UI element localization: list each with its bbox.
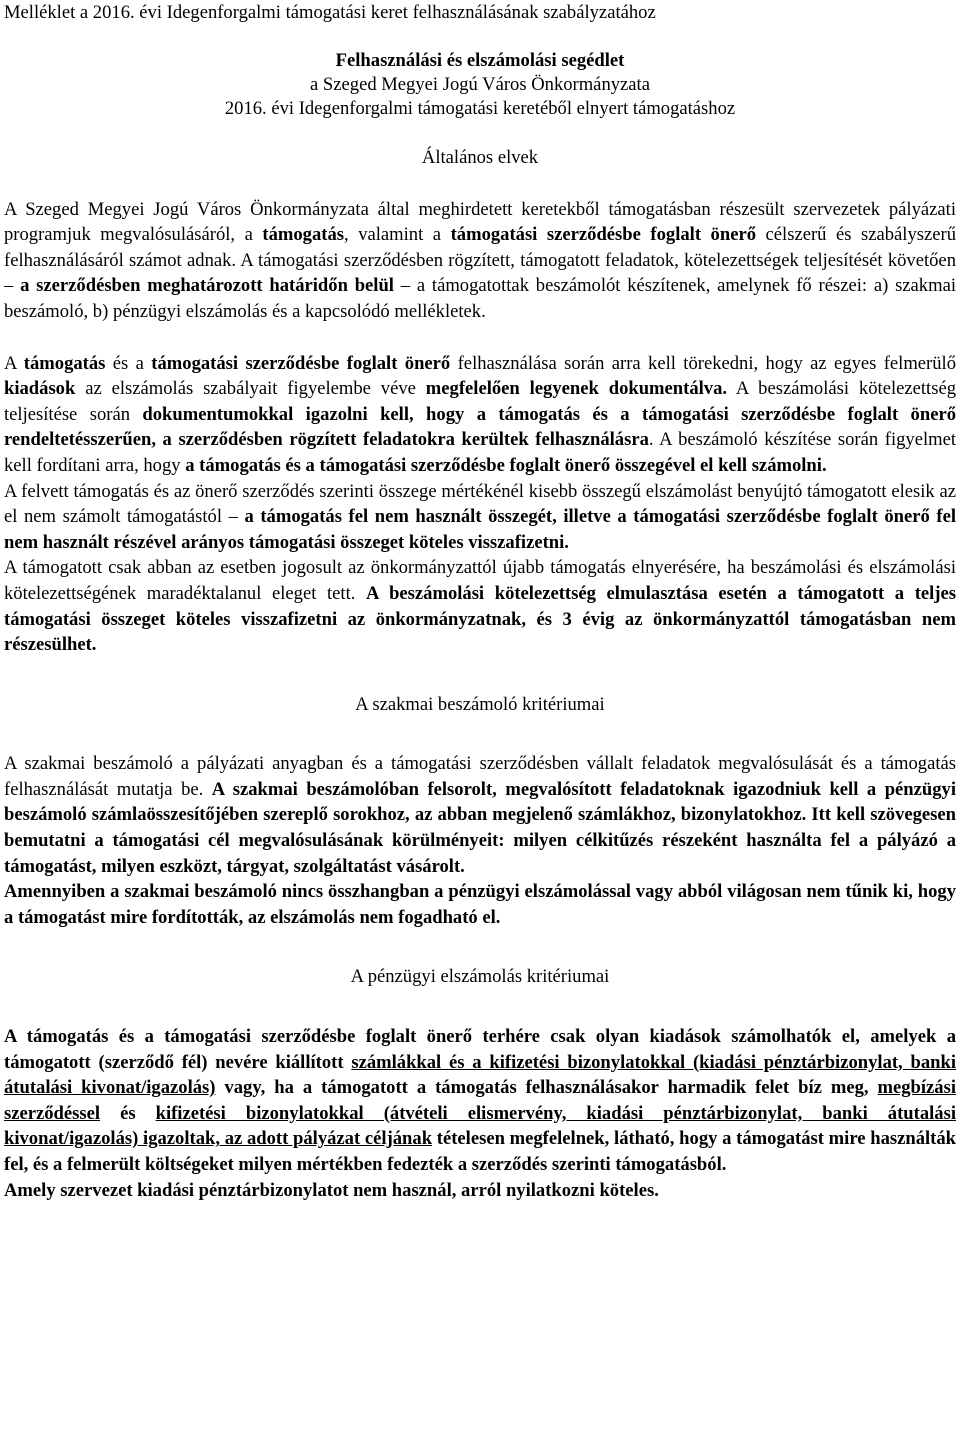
text-run: – a támogatottak beszámolót készítenek, amelynek fő részei: a) szakmai beszámoló, b) pénzügyi elszámolás és a kapcsolódó mellékletek.: [4, 275, 956, 322]
financial-paragraph-2: [4, 1178, 956, 1204]
professional-paragraph-1: [4, 751, 956, 879]
text-run-bold-underlined: kifizetési bizonylatokkal (átvételi elismervény, kiadási pénztárbizonylat, banki átutalási kivonat/igazolás) igazoltak, az adott pályázat céljának: [4, 1102, 956, 1150]
text-run: az elszámolás szabályait figyelembe véve: [75, 378, 426, 400]
text-run: célszerű és szabályszerű felhasználásáról számot adnak. A támogatási szerződésben rögzített, támogatott feladatok, kötelezettségek teljesítését követően –: [4, 224, 956, 297]
text-run-bold: A beszámolási kötelezettség elmulasztása esetén a támogatott a teljes támogatási összeget köteles visszafizetni az önkormányzatnak, és 3 évig az önkormányzattól támogatásban nem részesülhet.: [4, 582, 957, 656]
text-run-bold: A szakmai beszámolóban felsorolt, megvalósított feladatoknak igazodniuk kell a pénzügyi beszámoló számlaösszesítőjében szereplő sorokhoz, az abban megjelenő számlákhoz, bizonylatokhoz. Itt kell szövegesen bemutatni a támogatási cél megvalósulásának körülményeit: milyen célkitűzés részeként használta fel a pályázó a támogatást, milyen eszközt, tárgyat, szolgáltatást vásárolt.: [4, 778, 956, 877]
text-run-bold: támogatási szerződésbe foglalt önerő: [151, 352, 451, 374]
heading-financial-settlement: A pénzügyi elszámolás kritériumai: [350, 966, 610, 988]
text-run-bold: Amennyiben a szakmai beszámoló nincs összhangban a pénzügyi elszámolással vagy abból világosan nem tűnik ki, hogy a támogatást mire fordították, az elszámolás nem fogadható el.: [4, 881, 956, 928]
text-run-bold: A támogatás és a támogatási szerződésbe foglalt önerő terhére csak olyan kiadások számolhatók el, amelyek a támogatott (szerződő fél) nevére kiállított: [4, 1026, 956, 1073]
text-run: A Szeged Megyei Jogú Város Önkormányzata által meghirdetett keretekből támogatásban részesült szervezetek pályázati programjuk megvalósulásáról, a: [4, 198, 956, 246]
text-run-bold-underlined: megbízási szerződéssel: [4, 1077, 956, 1124]
text-run: A felvett támogatás és az önerő szerződés szerinti összege mértékénél kisebb összegű elszámolást benyújtó támogatott elesik az el nem számolt támogatástól –: [4, 480, 956, 528]
text-run-bold: a támogatás fel nem használt összegét, illetve a támogatási szerződésbe foglalt önerő fel nem használt részével arányos támogatási összeget köteles visszafizetni.: [4, 506, 956, 553]
text-run-bold: támogatás: [23, 352, 106, 374]
text-run: felhasználása során arra kell törekedni, hogy az egyes felmerülő: [450, 352, 957, 374]
text-run-bold: vagy, ha a támogatott a támogatás felhasználásakor harmadik felet bíz meg,: [215, 1077, 878, 1099]
text-run-bold: a szerződésben meghatározott határidőn belül: [20, 275, 394, 297]
text-run-bold: a támogatás és a támogatási szerződésbe foglalt önerő összegével el kell számolni.: [185, 454, 827, 476]
text-run: , valamint a: [344, 224, 451, 246]
general-paragraph-2: [4, 351, 956, 479]
text-run-bold: megfelelően legyenek dokumentálva.: [425, 378, 728, 400]
title-line-3: 2016. évi Idegenforgalmi támogatási keretéből elnyert támogatáshoz: [224, 98, 736, 119]
text-run: A szakmai beszámoló a pályázati anyagban és a támogatási szerződésben vállalt feladatok megvalósulását és a támogatás felhasználását mutatja be.: [4, 753, 956, 800]
annex-header: Melléklet a 2016. évi Idegenforgalmi támogatási keret felhasználásának szabályzatához: [4, 2, 656, 23]
text-run: A beszámolási kötelezettség teljesítése során: [4, 378, 956, 425]
general-paragraph-4: [4, 555, 956, 657]
text-run-bold: tételesen megfelelnek, látható, hogy a támogatást mire használták fel, és a felmerült költségeket milyen mértékben fedezték a szerződés szerinti támogatásból.: [4, 1128, 956, 1175]
text-run-bold: kiadások: [4, 378, 76, 400]
text-run: és a: [105, 352, 152, 374]
text-run: . A beszámoló készítése során figyelmet kell fordítani arra, hogy: [4, 429, 957, 476]
title-line-1: Felhasználási és elszámolási segédlet: [335, 50, 625, 71]
text-run-bold: dokumentumokkal igazolni kell, hogy a támogatás és a támogatási szerződésbe foglalt önerő rendeltetésszerűen, a szerződésben rögzített feladatokra kerültek felhasználásra: [4, 403, 956, 451]
document-title: [4, 49, 956, 121]
financial-paragraph-1: [4, 1024, 956, 1178]
text-run-bold-underlined: számlákkal és a kifizetési bizonylatokkal (kiadási pénztárbizonylat, banki átutalási kivonat/igazolás): [4, 1051, 956, 1099]
general-paragraph-3: [4, 479, 956, 556]
heading-general-principles: Általános elvek: [421, 147, 539, 168]
professional-paragraph-2: [4, 879, 956, 930]
text-run: A: [4, 352, 24, 374]
general-paragraph-1: [4, 197, 956, 325]
title-line-2: a Szeged Megyei Jogú Város Önkormányzata: [310, 74, 650, 95]
text-run-bold: támogatási szerződésbe foglalt önerő: [450, 224, 756, 246]
heading-professional-report: A szakmai beszámoló kritériumai: [355, 693, 605, 715]
text-run-bold: Amely szervezet kiadási pénztárbizonylatot nem használ, arról nyilatkozni köteles.: [4, 1179, 659, 1201]
text-run-bold: és: [100, 1102, 156, 1124]
text-run-bold: támogatás: [262, 224, 344, 246]
text-run: A támogatott csak abban az esetben jogosult az önkormányzattól újabb támogatás elnyerésére, ha beszámolási és elszámolási kötelezettségének maradéktalanul eleget tett.: [4, 557, 956, 604]
